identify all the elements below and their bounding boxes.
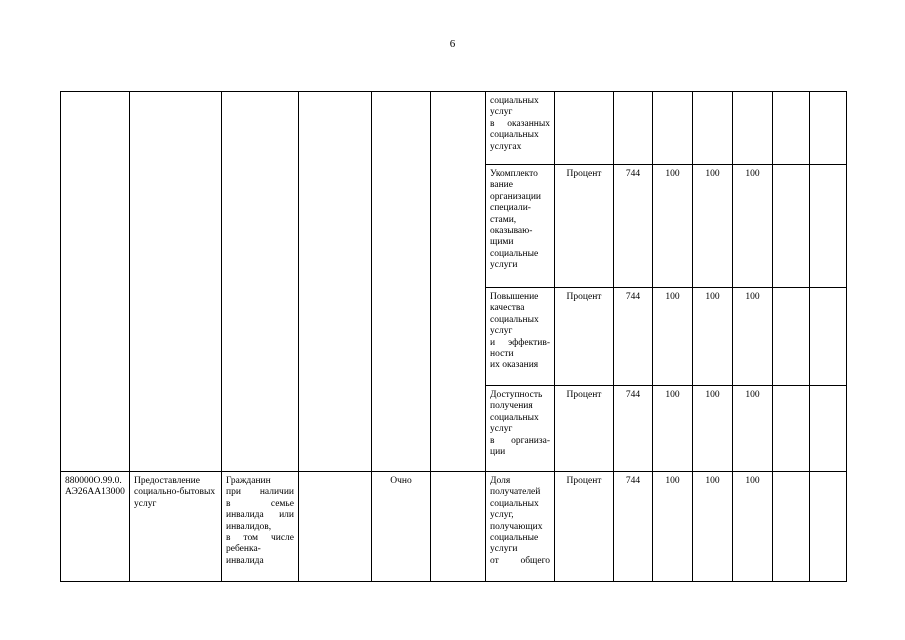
cell-service-name: Предоставление социально-бытовых услуг [130,472,222,582]
cell-indicator: Укомплекто вание организации специали- стами, оказываю- щими социальные услуги [486,165,555,288]
cell-registry-code [61,92,130,472]
cell-value: 100 [733,165,773,288]
cell-empty [810,472,847,582]
cell-empty [431,472,486,582]
cell-empty [299,472,372,582]
cell-code: 744 [614,472,653,582]
cell-value [733,92,773,165]
cell-value: 100 [693,165,733,288]
cell-indicator: Повышение качества социальных услуг и эффектив- ности их оказания [486,288,555,386]
cell-unit: Процент [555,472,614,582]
cell-value: 100 [653,288,693,386]
cell-code [614,92,653,165]
cell-unit: Процент [555,165,614,288]
cell-value: 100 [653,472,693,582]
cell-empty [299,92,372,472]
cell-indicator: социальных услуг в оказанных социальных услугах [486,92,555,165]
cell-empty [773,386,810,472]
cell-value: 100 [733,386,773,472]
cell-unit: Процент [555,288,614,386]
table-row [61,472,847,582]
cell-code: 744 [614,288,653,386]
cell-empty [810,386,847,472]
cell-form: Очно [372,472,431,582]
cell-value: 100 [693,472,733,582]
cell-unit [555,92,614,165]
page-number: 6 [449,38,456,50]
cell-value: 100 [653,386,693,472]
cell-registry-code: 880000О.99.0.АЭ26АА13000 [61,472,130,582]
cell-empty [431,92,486,472]
cell-indicator: Доступность получения социальных услуг в организа- ции [486,386,555,472]
cell-unit: Процент [555,386,614,472]
cell-empty [810,165,847,288]
cell-category: Гражданин при наличии в семье инвалида или инвалидов, в том числе ребенка- инвалида [222,472,299,582]
cell-value: 100 [693,288,733,386]
cell-value: 100 [733,288,773,386]
cell-code: 744 [614,386,653,472]
cell-form [372,92,431,472]
cell-empty [773,288,810,386]
cell-value: 100 [733,472,773,582]
cell-indicator: Доля получателей социальных услуг, получающих социальные услуги от общего [486,472,555,582]
cell-category [222,92,299,472]
cell-code: 744 [614,165,653,288]
cell-empty [773,92,810,165]
cell-value [693,92,733,165]
cell-value: 100 [653,165,693,288]
cell-empty [773,165,810,288]
table-row [61,92,847,165]
cell-service-name [130,92,222,472]
cell-value [653,92,693,165]
cell-empty [773,472,810,582]
services-table [60,91,847,582]
cell-value: 100 [693,386,733,472]
cell-empty [810,288,847,386]
cell-empty [810,92,847,165]
